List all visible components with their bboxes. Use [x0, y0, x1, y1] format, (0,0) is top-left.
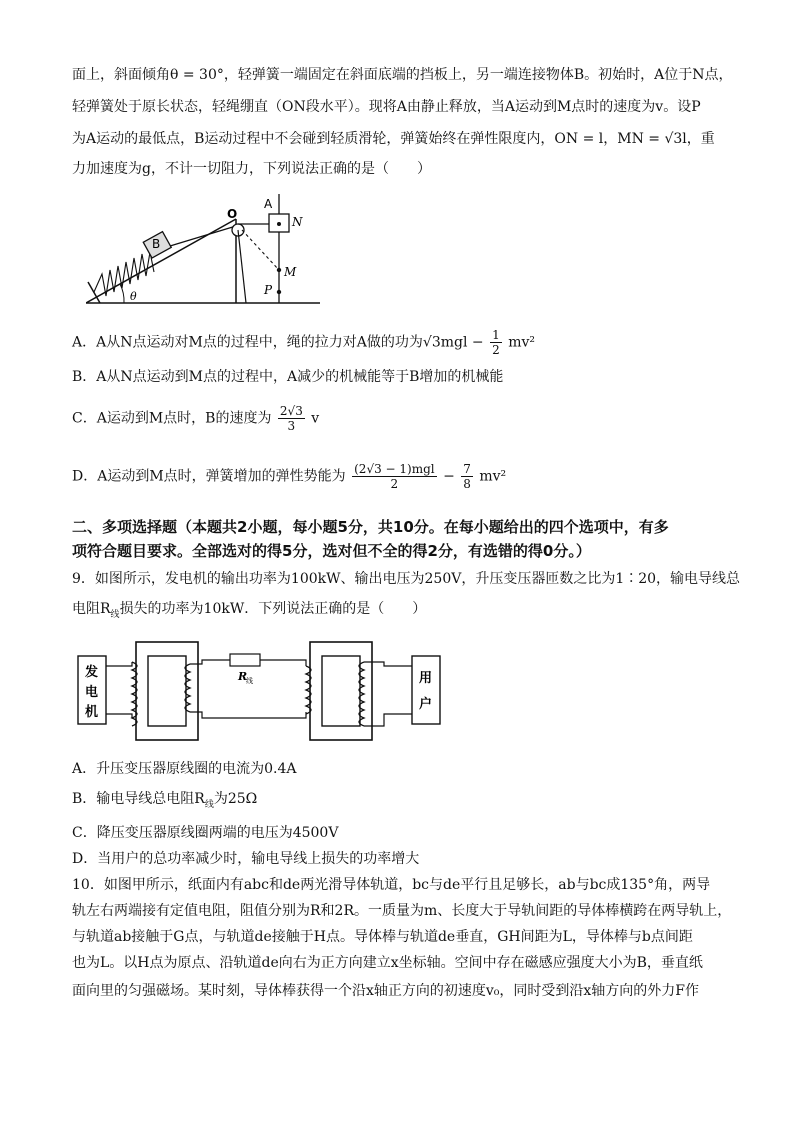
q9-line-2: 电阻$R_线$损失的功率为10kW．下列说法正确的是（ ）: [72, 601, 427, 620]
q8-line-2: 轻弹簧处于原长状态，轻绳绷直（ON段水平）。现将A由静止释放，当A运动到M点时的速度为v。设P: [72, 99, 701, 115]
q8-option-d: D．A运动到M点时，弹簧增加的弹性势能为 $\frac{\text{(2√3 − 1)mgl}}{2}$ − $\frac{7}{8}$ mv²: [72, 462, 507, 491]
svg-text:R: R: [238, 670, 248, 683]
q10-line-4: 也为L。以H点为原点、沿轨道de向右为正方向建立x坐标轴。空间中存在磁感应强度大小为B，垂直纸: [72, 955, 703, 971]
section-heading-line-1: 二、多项选择题（本题共2小题，每小题5分，共10分。在每小题给出的四个选项中，有多: [72, 518, 669, 536]
q10-line-1: 10．如图甲所示，纸面内有abc和de两光滑导体轨道，bc与de平行且足够长，ab与bc成135°角，两导: [72, 877, 711, 893]
q9-option-d: D．当用户的总功率减少时，输电导线上损失的功率增大: [72, 851, 420, 867]
q8-option-c: C．A运动到M点时，B的速度为 $\frac{2√3}{3}$ v: [72, 404, 320, 433]
q8-line-1: 面上，斜面倾角θ = 30°，轻弹簧一端固定在斜面底端的挡板上，另一端连接物体B。初始时，A位于N点，: [72, 67, 733, 83]
q10-line-3: 与轨道ab接触于G点，与轨道de接触于H点。导体棒与轨道de垂直，GH间距为L，导体棒与b点间距: [72, 929, 693, 945]
step-up-core: [136, 642, 198, 740]
q9-option-b: B．输电导线总电阻$R_线$为25Ω: [72, 791, 258, 810]
section-heading-line-2: 项符合题目要求。全部选对的得5分，选对但不全的得2分，有选错的得0分。）: [72, 542, 591, 560]
svg-text:电: 电: [85, 685, 99, 700]
user-box: [412, 656, 440, 724]
label-p: P: [264, 283, 273, 297]
q10-line-5: 面向里的匀强磁场。某时刻，导体棒获得一个沿x轴正方向的初速度v₀，同时受到沿x轴方向的外力F作: [72, 983, 700, 999]
q9-option-c: C．降压变压器原线圈两端的电压为4500V: [72, 825, 339, 841]
line-resistor: [230, 654, 260, 666]
q8-line-4: 力加速度为g，不计一切阻力，下列说法正确的是（ ）: [72, 161, 431, 177]
label-m: M: [284, 265, 297, 279]
svg-text:发: 发: [85, 665, 99, 680]
svg-text:机: 机: [85, 705, 99, 720]
q8-line-3: 为A运动的最低点，B运动过程中不会碰到轻质滑轮，弹簧始终在弹性限度内，ON = l，MN = √3l，重: [72, 131, 715, 147]
label-b: B: [152, 237, 161, 251]
label-theta: θ: [130, 290, 137, 303]
spring: [94, 252, 154, 296]
q8-option-b: B．A从N点运动到M点的过程中，A减少的机械能等于B增加的机械能: [72, 369, 504, 385]
q9-option-a: A．升压变压器原线圈的电流为0.4A: [72, 761, 297, 777]
q8-figure: [86, 186, 322, 308]
q9-line-1: 9．如图所示，发电机的输出功率为100kW、输出电压为250V，升压变压器匝数之比为1∶20，输电导线总: [72, 571, 741, 587]
label-o: O: [227, 207, 238, 221]
incline-surface: [86, 219, 236, 303]
label-a: A: [264, 197, 273, 211]
svg-text:线: 线: [246, 677, 253, 685]
q9-figure: [74, 630, 446, 748]
q8-option-a: A．A从N点运动对M点的过程中，绳的拉力对A做的功为√3mgl − $\frac{1}{2}$ mv²: [72, 328, 535, 357]
q10-line-2: 轨左右两端接有定值电阻，阻值分别为R和2R。一质量为m、长度大于导轨间距的导体棒横跨在两导轨上，: [72, 903, 732, 919]
label-n: N: [292, 215, 303, 229]
svg-text:户: 户: [419, 697, 433, 712]
svg-text:用: 用: [419, 671, 433, 686]
